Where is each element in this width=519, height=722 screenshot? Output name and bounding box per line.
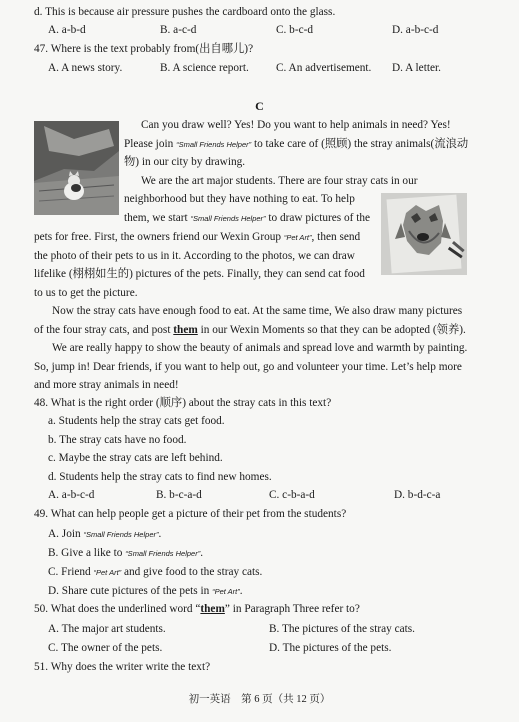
q49-choice-b[interactable] — [48, 546, 203, 561]
stem-text: ” in Paragraph Three refer to? — [224, 603, 360, 615]
q48-item-d: d. Students help the stray cats to find new homes. — [48, 471, 272, 483]
passage-p3-line1: Now the stray cats have enough food to eat. At the same time, We also draw many pictures — [52, 305, 463, 317]
q48-item-a: a. Students help the stray cats get food. — [48, 415, 225, 427]
passage-text: , then send — [311, 231, 361, 243]
q46-choice-a[interactable]: A. a-b-d — [48, 24, 86, 36]
choice-text: B. Give a like to — [48, 547, 126, 559]
q46-option-d: d. This is because air pressure pushes the cardboard onto the glass. — [34, 6, 336, 18]
choice-text: . — [200, 547, 204, 559]
stem-text: 50. What does the underlined word “ — [34, 603, 201, 615]
passage-p2-line4 — [34, 230, 360, 245]
q48-item-c: c. Maybe the stray cats are left behind. — [48, 452, 223, 464]
group-name: “Small Friends Helper” — [125, 549, 201, 558]
choice-text: C. Friend — [48, 566, 94, 578]
passage-text: in our Wexin Moments so that they can be adopted (领养). — [197, 324, 466, 336]
q49-choice-c[interactable] — [48, 565, 262, 580]
passage-p3-line2 — [34, 323, 466, 338]
q49-choice-a[interactable] — [48, 527, 161, 542]
cat-photo — [34, 121, 119, 215]
choice-text: and give food to the stray cats. — [121, 566, 263, 578]
q47-choice-c[interactable]: C. An advertisement. — [276, 62, 372, 74]
q50-choice-b[interactable]: B. The pictures of the stray cats. — [269, 623, 415, 635]
q47-choice-d[interactable]: D. A letter. — [392, 62, 441, 74]
choice-text: D. Share cute pictures of the pets in — [48, 585, 213, 597]
passage-text: them, we start — [124, 212, 191, 224]
q48-choices — [0, 488, 519, 506]
choice-text: . — [239, 585, 243, 597]
q49-choice-d[interactable] — [48, 584, 243, 599]
q48-choice-d[interactable]: D. b-d-c-a — [394, 489, 441, 501]
wexin-group-name: “Pet Art” — [93, 568, 122, 577]
group-name: “Small Friends Helper” — [176, 140, 252, 149]
wexin-group-name: “Pet Art” — [212, 587, 240, 596]
q47-choices — [0, 61, 519, 79]
q46-choice-d[interactable]: D. a-b-c-d — [392, 24, 439, 36]
q48-choice-a[interactable]: A. a-b-c-d — [48, 489, 95, 501]
passage-p4-line2: So, jump in! Dear friends, if you want to help out, go and volunteer your time. Let’s help more — [34, 361, 462, 373]
q50-stem — [34, 602, 360, 617]
underlined-word-them: them — [200, 603, 225, 615]
q47-choice-b[interactable]: B. A science report. — [160, 62, 249, 74]
dog-drawing-image — [381, 193, 467, 275]
page-footer: 初一英语 第 6 页（共 12 页） — [188, 694, 331, 705]
passage-p1-line3: 物) in our city by drawing. — [124, 156, 246, 168]
choice-text: . — [158, 528, 162, 540]
q46-choices — [0, 23, 519, 41]
wexin-group-name: “Pet Art” — [283, 233, 312, 242]
passage-p1-line2 — [124, 137, 468, 152]
q47-stem: 47. Where is the text probably from(出自哪儿)? — [34, 43, 254, 55]
q48-choice-b[interactable]: B. b-c-a-d — [156, 489, 202, 501]
passage-text: Please join — [124, 138, 177, 150]
passage-text: to take care of (照顾) the stray animals(流浪动 — [251, 138, 469, 150]
passage-text: to draw pictures of the — [265, 212, 371, 224]
q49-stem: 49. What can help people get a picture of their pet from the students? — [34, 508, 347, 520]
passage-p2-line2: neighborhood but they have nothing to eat. To help — [124, 193, 355, 205]
passage-p2-line7: to us to get the picture. — [34, 287, 138, 299]
passage-p4-line3: and more stray animals in need! — [34, 379, 179, 391]
group-name: “Small Friends Helper” — [83, 530, 159, 539]
q47-choice-a[interactable]: A. A news story. — [48, 62, 123, 74]
q51-stem: 51. Why does the writer write the text? — [34, 661, 211, 673]
passage-text: of the four stray cats, and post — [34, 324, 174, 336]
q46-choice-c[interactable]: C. b-c-d — [276, 24, 314, 36]
q50-choice-a[interactable]: A. The major art students. — [48, 623, 166, 635]
cat-photo-image — [34, 121, 119, 215]
q48-stem: 48. What is the right order (顺序) about the stray cats in this text? — [34, 397, 332, 409]
q50-choices-row1 — [0, 622, 519, 640]
dog-drawing — [381, 193, 467, 275]
passage-text: pets for free. First, the owners friend our Wexin Group — [34, 231, 284, 243]
passage-p2-line5: the photo of their pets to us in it. According to the photos, we can draw — [34, 250, 355, 262]
passage-p2-line1: We are the art major students. There are four stray cats in our — [141, 175, 418, 187]
section-c-heading: C — [255, 99, 264, 113]
q50-choices-row2 — [0, 641, 519, 659]
passage-p2-line6: lifelike (栩栩如生的) pictures of the pets. Finally, they can send cat food — [34, 268, 365, 280]
q50-choice-d[interactable]: D. The pictures of the pets. — [269, 642, 392, 654]
passage-p4-line1: We are really happy to show the beauty of animals and spread love and warmth by painting. — [52, 342, 468, 354]
q48-item-b: b. The stray cats have no food. — [48, 434, 187, 446]
passage-p1-line1: Can you draw well? Yes! Do you want to help animals in need? Yes! — [141, 119, 451, 131]
q50-choice-c[interactable]: C. The owner of the pets. — [48, 642, 163, 654]
q48-choice-c[interactable]: C. c-b-a-d — [269, 489, 315, 501]
passage-p2-line3 — [124, 211, 370, 226]
q46-choice-b[interactable]: B. a-c-d — [160, 24, 197, 36]
group-name: “Small Friends Helper” — [190, 214, 266, 223]
underlined-word-them: them — [173, 324, 198, 336]
choice-text: A. Join — [48, 528, 84, 540]
